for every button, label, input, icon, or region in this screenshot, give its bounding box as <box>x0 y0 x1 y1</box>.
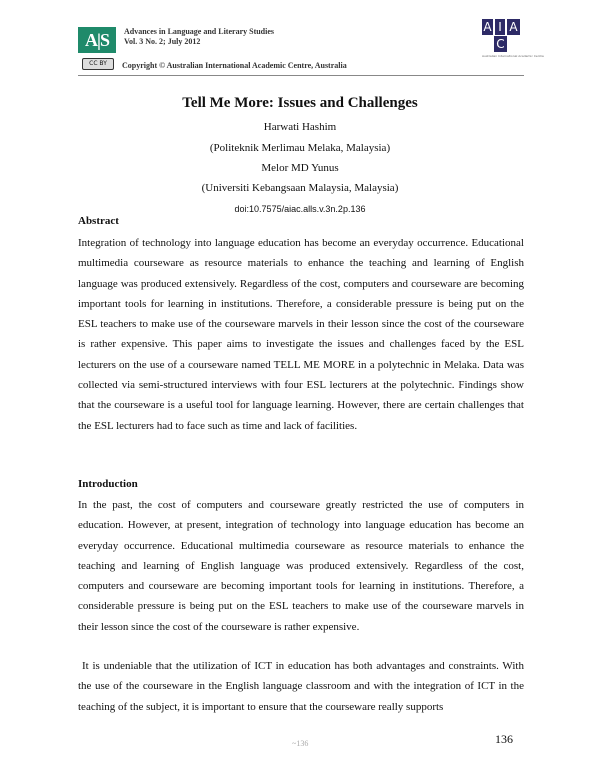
abstract-heading: Abstract <box>78 215 119 227</box>
journal-info <box>124 27 274 47</box>
author-name: Melor MD Yunus <box>261 162 339 174</box>
publisher-tagline: Australian International Academic Centre <box>482 54 544 58</box>
introduction-heading: Introduction <box>78 478 138 490</box>
copyright-notice: Copyright © Australian International Academic Centre, Australia <box>122 61 347 70</box>
journal-name: Advances in Language and Literary Studies <box>124 27 275 36</box>
abstract-text: Integration of technology into language education has become an everyday occurrence. Educational multimedia courseware as resource materials to enhance the teaching and learning of English language was produced extensively. Regardless of the cost, computers and courseware are becoming important tools for learning in institutions. Therefore, a considerable pressure is being put on the ESL teachers to make use of the courseware marvels in their lesson since the cost of the courseware is rather expensive. This paper aims to investigate the issues and challenges faced by the ESL lecturers on the use of a courseware named TELL ME MORE in a polytechnic in Melaka. Data was collected via semi-structured interviews with four ESL lecturers at the polytechnic. Findings show that the courseware is a useful tool for language learning. However, there are certain challenges that the ESL lecturers had to face such as time and lack of facilities. <box>78 237 524 432</box>
faint-page-number: ~136 <box>292 739 309 748</box>
publisher-logo-letter: A <box>483 20 492 34</box>
publisher-logo-letter: I <box>495 19 505 35</box>
doi-link[interactable]: doi:10.7575/aiac.alls.v.3n.2p.136 <box>234 204 366 214</box>
introduction-paragraph: It is undeniable that the utilization of ICT in education has both advantages and constraints. With the use of the courseware in the English language classroom and with the integration of ICT in the teaching of the subject, it is important to ensure that the courseware really supports <box>78 660 524 713</box>
author-affiliation: (Universiti Kebangsaan Malaysia, Malaysia) <box>201 182 399 194</box>
journal-volume: Vol. 3 No. 2; July 2012 <box>124 37 201 46</box>
author-name: Harwati Hashim <box>263 121 337 133</box>
publisher-logo-letter: C <box>494 36 507 52</box>
cc-license-icon: CC BY <box>82 58 114 70</box>
journal-logo: A|S <box>78 27 116 53</box>
author-affiliation: (Politeknik Merlimau Melaka, Malaysia) <box>209 142 391 154</box>
publisher-logo-letter: A <box>507 19 520 35</box>
publisher-logo <box>482 19 544 59</box>
article-title: Tell Me More: Issues and Challenges <box>182 95 418 111</box>
introduction-paragraph: In the past, the cost of computers and courseware greatly restricted the use of computers in education. However, at present, integration of technology into language education has become an everyday occurrence. Educational multimedia courseware as resource materials to enhance the teaching and learning of English language was produced extensively. Regardless of the cost, computers and courseware are becoming important tools for learning in institutions. Therefore, a considerable pressure is being put on the ESL teachers to make use of the courseware marvels in their lesson since the cost of the courseware is rather expensive. <box>78 499 524 633</box>
page-number: 136 <box>495 732 513 746</box>
header-divider <box>78 75 524 76</box>
